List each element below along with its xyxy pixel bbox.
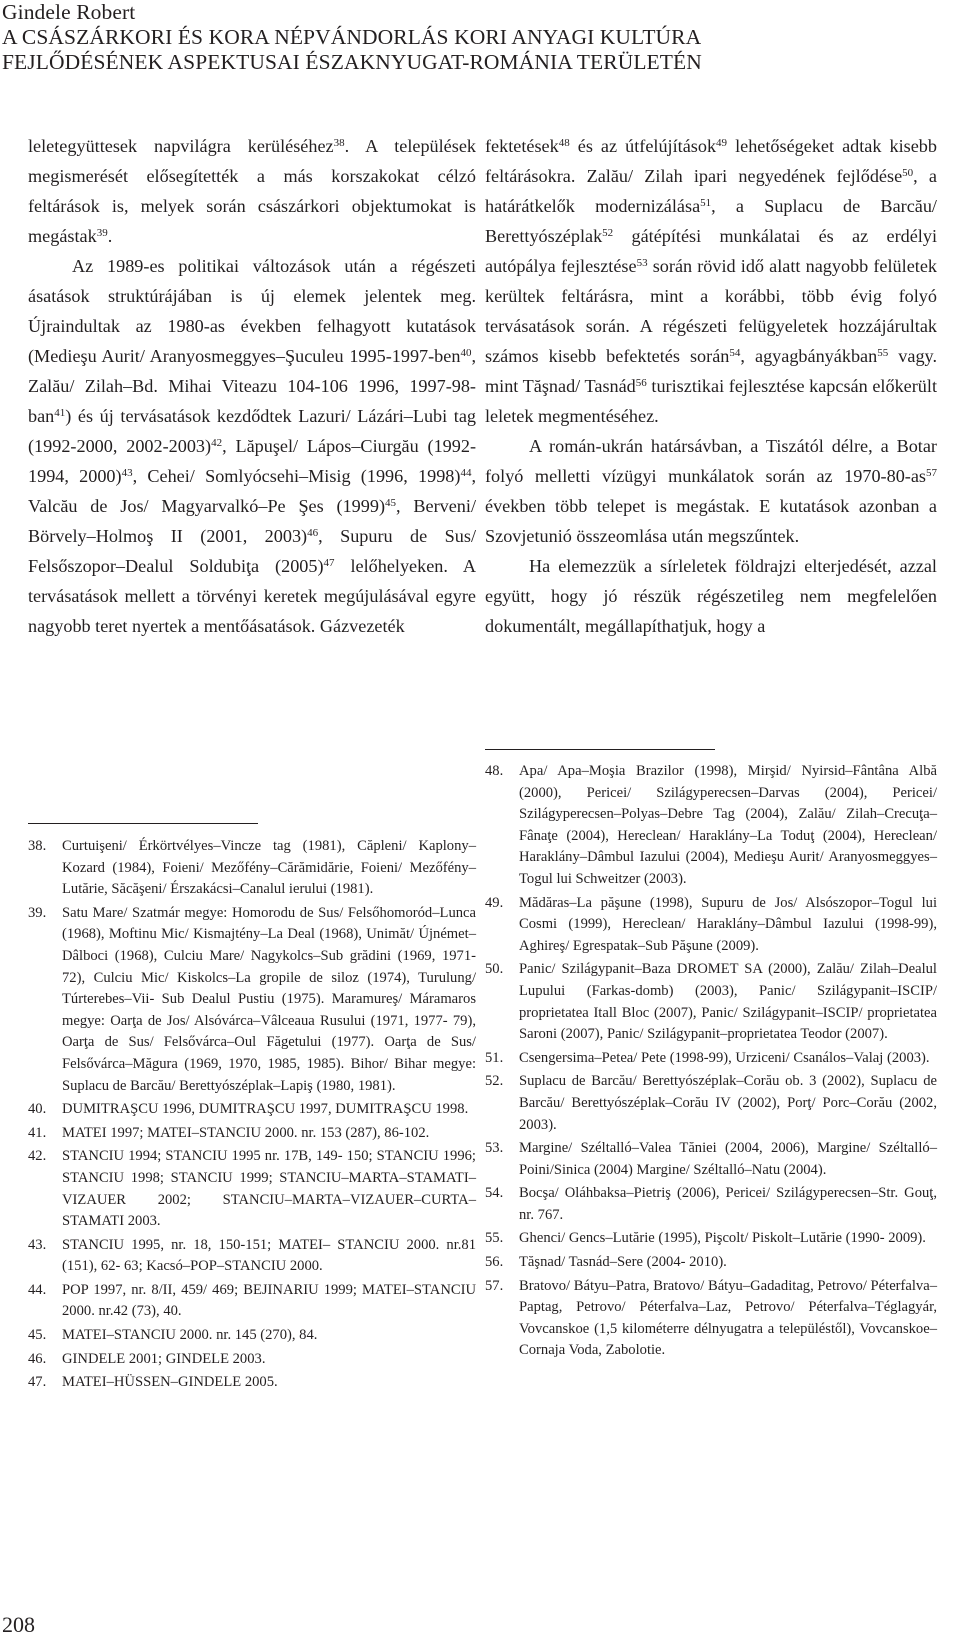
footnote — [485, 959, 937, 1045]
text-run: Az 1989-es politikai változások után a régészeti ásatások struktúrájában is új elemek jelentek meg. Újraindultak az 1980-as években felhagyott kutatások (Medieşu Aurit/ Aranyosmeggyes–Şuculeu 1995-1997-ben — [28, 256, 476, 366]
page-number: 208 — [2, 1612, 35, 1637]
footnote-number: 44. — [28, 1281, 47, 1298]
body-paragraph — [485, 431, 937, 551]
footnote-ref: 53 — [636, 257, 648, 269]
footnote-text: MATEI–STANCIU 2000. nr. 145 (270), 84. — [62, 1327, 318, 1344]
text-run: , agyagbányákban — [740, 346, 878, 366]
footnote-ref: 45 — [385, 497, 397, 509]
footnote-ref: 51 — [700, 197, 712, 209]
text-run: években több telepet is megástak. E kutatások azonban a Szovjetunió összeomlása után megszűntek. — [485, 496, 937, 546]
header-title-line-2: FEJLŐDÉSÉNEK ASPEKTUSAI ÉSZAKNYUGAT-ROMÁNIA TERÜLETÉN — [2, 50, 702, 74]
text-run: vagy. mint Tăşnad/ Tasnád — [485, 346, 937, 396]
footnote-number: 54. — [485, 1185, 504, 1202]
footnote-number: 56. — [485, 1254, 504, 1271]
text-run: lehetőségeket adtak kisebb feltárásokra. Zalău/ Zilah ipari negyedének fejlődése — [485, 136, 937, 186]
footnote-ref: 44 — [460, 467, 472, 479]
text-run: , Valcău de Jos/ Magyarvalkó–Pe Şes (1999) — [28, 466, 476, 516]
header-author: Gindele Robert — [2, 0, 136, 24]
text-run: , Cehei/ Somlyócsehi–Misig (1996, 1998) — [132, 466, 461, 486]
footnote-text: Suplacu de Barcău/ Berettyószéplak–Corău ob. 3 (2002), Suplacu de Barcău/ Berettyószéplak–Corău IV (2002), Porţ/ Porc–Corău (2002, 2003). — [519, 1073, 937, 1133]
footnote-number: 41. — [28, 1124, 47, 1141]
footnote-text: STANCIU 1994; STANCIU 1995 nr. 17B, 149- 150; STANCIU 1996; STANCIU 1998; STANCIU 1999; STANCIU–MARTA–STAMATI–VIZAUER 2002; STANCIU–MARTA–VIZAUER–CURTA–STAMATI 2003. — [62, 1148, 476, 1230]
footnote-ref: 38 — [333, 137, 345, 149]
footnote-text: Apa/ Apa–Moşia Brazilor (1998), Mirşid/ Nyirsid–Fântâna Albă (2000), Pericei/ Szilágyperecsen–Darvas (2004), Pericei/ Szilágyperecsen–Polyas–Debre Tag (2004), Zalău/ Zilah–Crecuţa–Fânaţe (2004), Hereclean/ Haraklány–La Toduţ (2004), Hereclean/ Haraklány–Dâmbul Iazului (2004), Medieşu Aurit/ Aranyosmeggyes–Togul lui Schweitzer (2003). — [519, 763, 937, 887]
text-run: . A települések megismerését elősegítették a más korszakokat célzó feltárások is, melyek során császárkori objektumokat is megástak — [28, 136, 476, 246]
footnote-ref: 57 — [926, 467, 937, 479]
footnote-separator-right — [485, 749, 715, 750]
footnote-number: 46. — [28, 1350, 47, 1367]
text-run: és az útfelújítások — [569, 136, 717, 156]
footnote-text: GINDELE 2001; GINDELE 2003. — [62, 1350, 266, 1367]
text-run: , Lăpuşel/ Lápos–Ciurgău (1992- 1994, 2000) — [28, 436, 476, 486]
footnote — [28, 1099, 476, 1121]
footnote-number: 38. — [28, 838, 47, 854]
footnote — [485, 1048, 937, 1070]
footnote — [485, 1138, 937, 1181]
footnote — [28, 1146, 476, 1232]
footnotes-right — [485, 761, 937, 1364]
text-run: A román-ukrán határsávban, a Tiszától délre, a Botar folyó melletti vízügyi munkálatok során az 1970-80-as — [485, 436, 937, 486]
footnote-ref: 55 — [877, 347, 889, 359]
footnote-number: 51. — [485, 1049, 504, 1066]
footnote-number: 42. — [28, 1148, 47, 1165]
footnote-number: 49. — [485, 894, 504, 911]
footnote — [485, 893, 937, 958]
footnote-ref: 42 — [211, 437, 223, 449]
text-run: , Zalău/ Zilah–Bd. Mihai Viteazu 104-106 1996, 1997-98-ban — [28, 346, 476, 426]
body-paragraph — [28, 131, 476, 251]
footnote-number: 40. — [28, 1101, 47, 1118]
footnote-text: MATEI–HÜSSEN–GINDELE 2005. — [62, 1374, 278, 1391]
footnote — [485, 1252, 937, 1274]
text-run: során rövid idő alatt nagyobb felületek kerültek feltárásra, mint a korábbi, több évig folyó tervásatások során. A régészeti felügyeletek hozzájárultak számos kisebb befektetés során — [485, 256, 937, 366]
footnote-text: Curtuişeni/ Érkörtvélyes–Vincze tag (1981), Căpleni/ Kaplony–Kozard (1984), Foieni/ Mezőfény–Cărămidărie, Foieni/ Mezőfény–Lutărie, Săcăşeni/ Érszakácsi–Canalul ierului (1981). — [62, 838, 476, 898]
footnotes-left — [28, 836, 476, 1396]
text-run: , a Suplacu de Barcău/ Berettyószéplak — [485, 196, 937, 246]
header-title-line-1: A CSÁSZÁRKORI ÉS KORA NÉPVÁNDORLÁS KORI ANYAGI KULTÚRA — [2, 25, 702, 49]
footnote-text: Margine/ Széltalló–Valea Tăniei (2004, 2006), Margine/ Széltalló–Poini/Sinica (2004) Margine/ Széltalló–Natu (2004). — [519, 1140, 937, 1178]
body-paragraph — [28, 251, 476, 641]
text-run: , Supuru de Sus/ Felsőszopor–Dealul Soldubiţa (2005) — [28, 526, 476, 576]
footnote-number: 52. — [485, 1073, 504, 1090]
footnote-text: MATEI 1997; MATEI–STANCIU 2000. nr. 153 (287), 86-102. — [62, 1124, 430, 1141]
footnote-number: 47. — [28, 1374, 47, 1391]
footnote-text: Bocşa/ Oláhbaksa–Pietriş (2006), Pericei/ Szilágyperecsen–Str. Gouţ, nr. 767. — [519, 1185, 937, 1223]
footnote-ref: 43 — [121, 467, 133, 479]
text-run: ) és új tervásatások kezdődtek Lazuri/ Lázári–Lubi tag (1992-2000, 2002-2003) — [28, 406, 476, 456]
text-run: leletegyüttesek napvilágra kerüléséhez — [28, 136, 334, 156]
footnote — [485, 1183, 937, 1226]
footnote — [28, 1280, 476, 1323]
body-paragraph — [485, 551, 937, 641]
footnote-ref: 40 — [460, 347, 472, 359]
footnote-ref: 52 — [602, 227, 614, 239]
footnote-number: 50. — [485, 961, 504, 978]
text-run: fektetések — [485, 136, 559, 156]
footnote-text: Tăşnad/ Tasnád–Sere (2004- 2010). — [519, 1254, 727, 1271]
footnote-text: STANCIU 1995, nr. 18, 150-151; MATEI– STANCIU 2000. nr.81 (151), 62- 63; Kacsó–POP–STANCIU 2000. — [62, 1236, 476, 1275]
text-run: Ha elemezzük a sírleletek földrajzi elterjedését, azzal együtt, hogy jó részük régészetileg nem megfelelően dokumentált, megállapíthatjuk, hogy a — [485, 556, 937, 636]
footnote-text: Csengersima–Petea/ Pete (1998-99), Urziceni/ Csanálos–Valaj (2003). — [519, 1049, 930, 1066]
footnote-text: Panic/ Szilágypanit–Baza DROMET SA (2000), Zalău/ Zilah–Dealul Lupului (Farkas-domb) (2003), Panic/ Szilágypanit–ISCIP/ proprietatea Itall Bloc (2007), Panic/ Szilágypanit–ISCIP/ proprietatea Saroni (2007), Panic/ Szilágypanit–proprietatea Teodor (2007). — [519, 961, 937, 1043]
footnote-number: 45. — [28, 1327, 47, 1344]
text-run: lelőhelyeken. A tervásatások mellett a törvényi keretek megújulásával egyre nagyobb teret nyertek a mentőásatások. Gázvezeték — [28, 556, 476, 636]
body-paragraph — [485, 131, 937, 431]
footnote-ref: 48 — [558, 137, 570, 149]
footnote — [28, 1372, 476, 1394]
footnote — [485, 1071, 937, 1136]
running-header — [2, 0, 942, 75]
footnote — [485, 761, 937, 891]
footnote-number: 57. — [485, 1277, 504, 1294]
footnote — [28, 836, 476, 901]
footnote — [28, 1325, 476, 1347]
footnote-ref: 56 — [635, 377, 647, 389]
footnote — [485, 1228, 937, 1250]
text-run: , Berveni/ Börvely–Holmoş II (2001, 2003) — [28, 496, 476, 546]
footnote — [28, 1235, 476, 1278]
text-run: gátépítési munkálatai és az erdélyi autópálya fejlesztése — [485, 226, 937, 276]
footnote-ref: 39 — [96, 227, 108, 239]
body-column-right — [485, 131, 937, 641]
footnote-text: Ghenci/ Gencs–Lutărie (1995), Pişcolt/ Piskolt–Lutărie (1990- 2009). — [519, 1230, 926, 1247]
footnote-number: 53. — [485, 1140, 504, 1157]
footnote-separator-left — [28, 823, 258, 824]
text-run: . — [107, 226, 113, 246]
footnote-ref: 47 — [323, 557, 335, 569]
footnote-ref: 50 — [902, 167, 914, 179]
footnote-ref: 49 — [716, 137, 728, 149]
footnote-ref: 46 — [307, 527, 319, 539]
footnote — [28, 1123, 476, 1145]
footnote-text: Bratovo/ Bátyu–Patra, Bratovo/ Bátyu–Gadaditag, Petrovo/ Péterfalva–Paptag, Petrovo/ Péterfalva–Laz, Petrovo/ Péterfalva–Téglagyár, Vovcanskoe (1,5 kilométerre délnyugatra a településtől), Vovcanskoe–Cornaja Voda, Zabolotie. — [519, 1277, 937, 1359]
footnote-number: 48. — [485, 763, 504, 779]
text-run: turisztikai fejlesztése kapcsán előkerült leletek megmentéséhez. — [485, 376, 937, 426]
footnote-text: Mădăras–La păşune (1998), Supuru de Jos/ Alsószopor–Togul lui Cosmi (1999), Hereclean/ Haraklány–Dâmbul Iazului (1998-99), Aghireş/ Egrespatak–Sub Păşune (2009). — [519, 894, 937, 954]
footnote — [28, 903, 476, 1097]
footnote-number: 39. — [28, 904, 47, 921]
footnote-text: Satu Mare/ Szatmár megye: Homorodu de Sus/ Felsőhomoród–Lunca (1968), Moftinu Mic/ Kismajtény–La Deal (1968), Unimăt/ Újnémet–Dâlboci (1968), Culciu Mare/ Nagykolcs–Sub grădini (1969, 1971-72), Culciu Mic/ Kiskolcs–La gropile de siloz (1974), Turulung/ Túrterebes–Vii- Sub Dealul Pustiu (1975). Maramureş/ Máramaros megye: Oarţa de Jos/ Alsóvárca–Vâlceaua Rusului (1971, 1977- 79), Oarţa de Sus/ Felsővárca–Oul Făgetului (1977). Oarţa de Sus/ Felsővárca–Măgura (1969, 1970, 1985, 1985). Bihor/ Bihar megye: Suplacu de Barcău/ Berettyószéplak–Lapiş (1980, 1981). — [62, 904, 476, 1094]
footnote-ref: 54 — [729, 347, 741, 359]
body-column-left — [28, 131, 476, 641]
footnote-number: 43. — [28, 1236, 47, 1253]
footnote-text: POP 1997, nr. 8/II, 459/ 469; BEJINARIU 1999; MATEI–STANCIU 2000. nr.42 (73), 40. — [62, 1281, 476, 1320]
footnote-number: 55. — [485, 1230, 504, 1247]
footnote-text: DUMITRAŞCU 1996, DUMITRAŞCU 1997, DUMITRAŞCU 1998. — [62, 1101, 469, 1118]
footnote — [28, 1349, 476, 1371]
text-run: , a határátkelők modernizálása — [485, 166, 937, 216]
footnote-ref: 41 — [54, 407, 66, 419]
footnote — [485, 1276, 937, 1362]
